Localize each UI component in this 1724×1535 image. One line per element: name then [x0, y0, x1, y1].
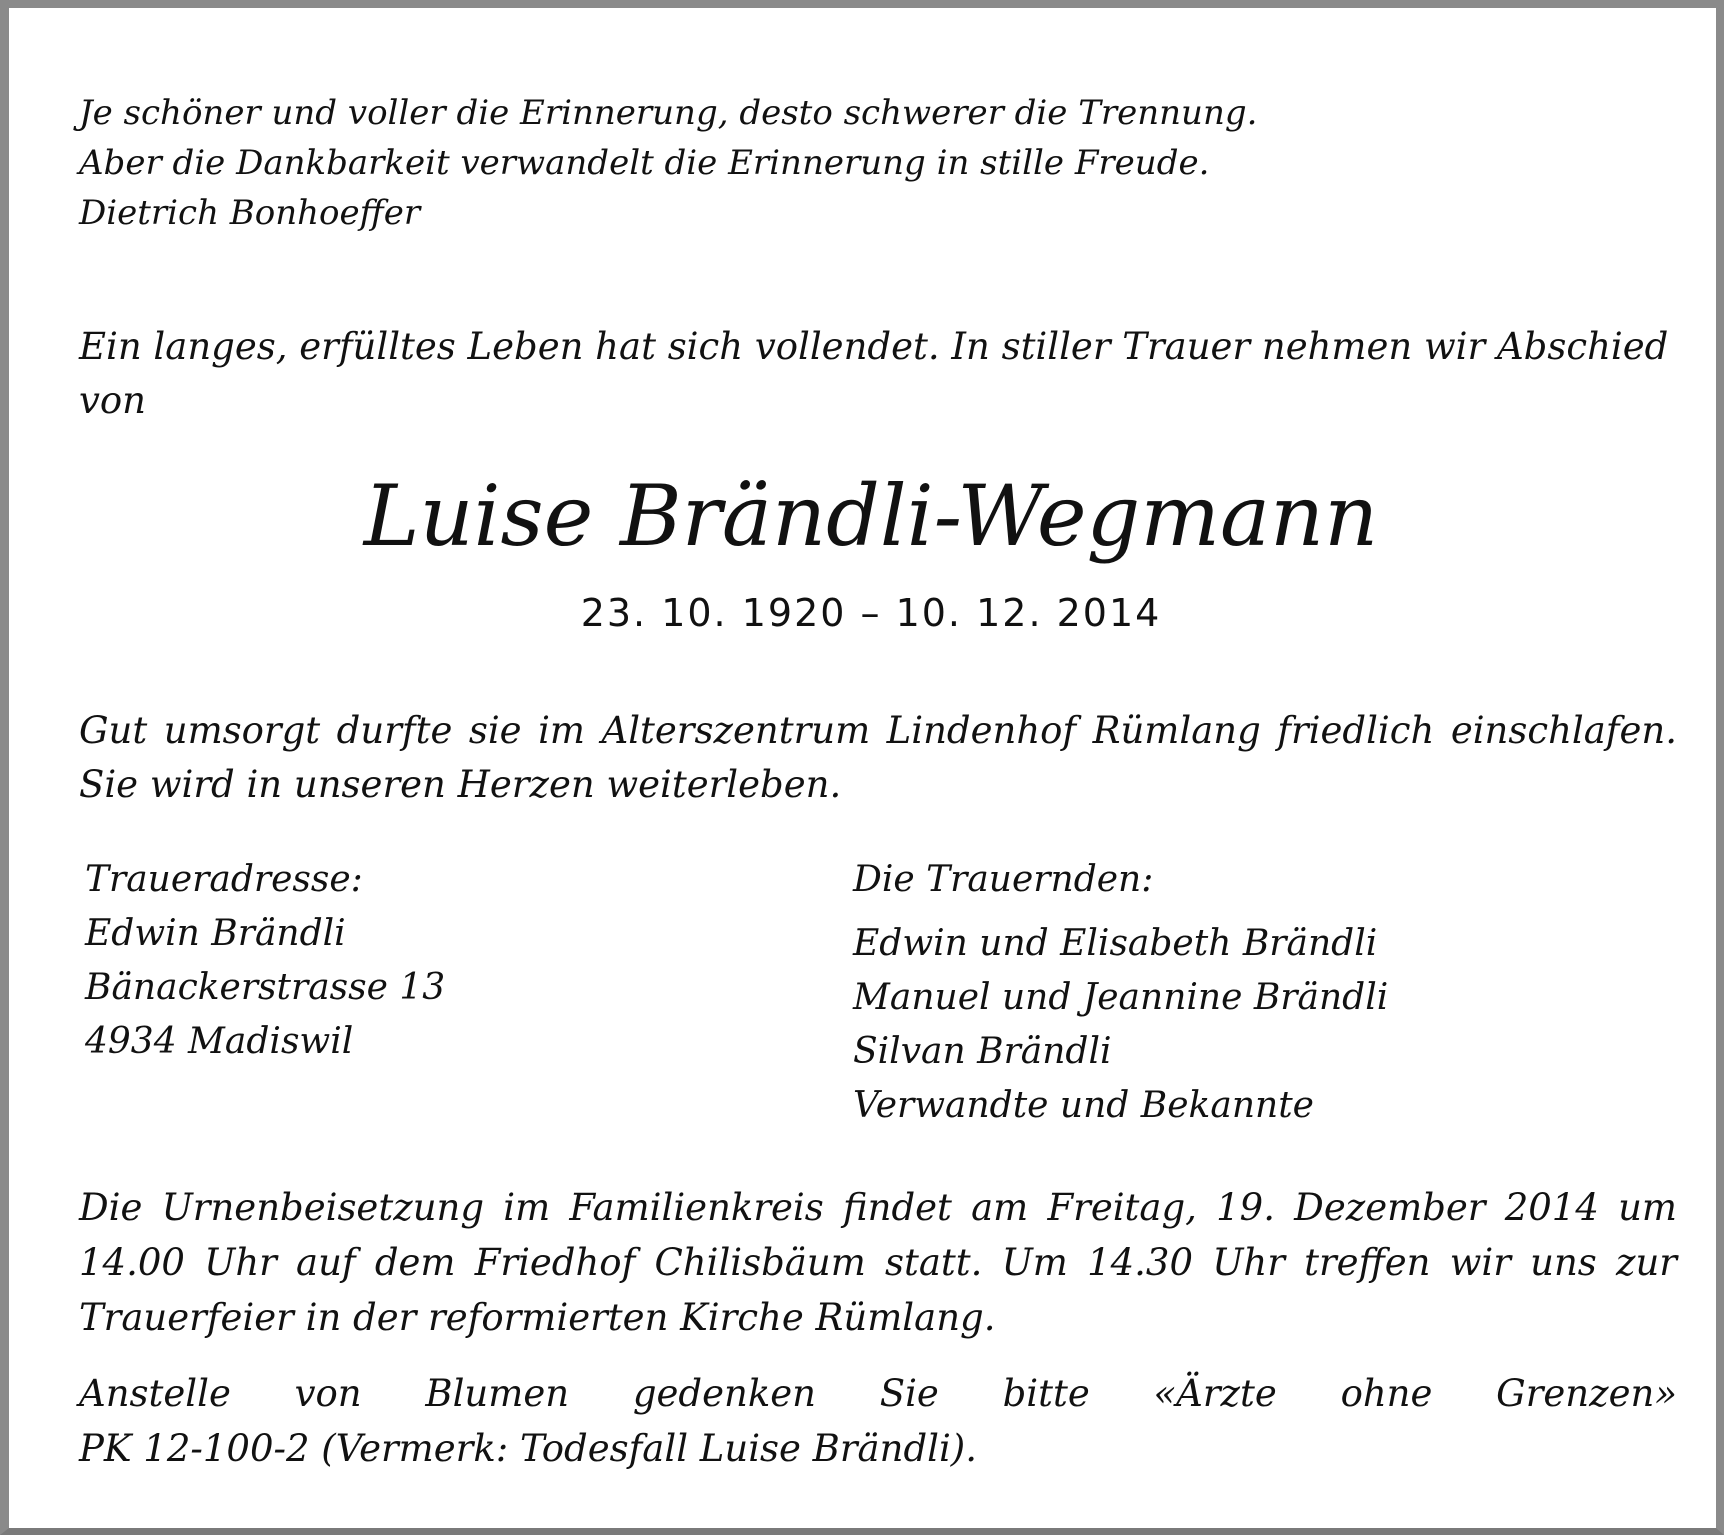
- quote-author: Dietrich Bonhoeffer: [79, 193, 421, 233]
- mourner-line: Silvan Brändli: [853, 1031, 1112, 1072]
- burial-text: Die Urnenbeisetzung im Familienkreis findet am Freitag, 19. Dezember 2014 um 14.00 Uhr auf dem Friedhof Chilisbäum statt. Um 14.30 Uhr treffen wir uns zur Trauerfeier in der reformierten Kirche Rümlang.: [79, 1186, 1677, 1339]
- intro-text: Ein langes, erfülltes Leben hat sich vollendet. In stiller Trauer nehmen wir Abschied von: [79, 325, 1669, 422]
- address-heading: Traueradresse:: [85, 859, 363, 900]
- quote-line: Aber die Dankbarkeit verwandelt die Erinnerung in stille Freude.: [79, 143, 1210, 183]
- mourners-list: [853, 853, 1673, 1133]
- life-dates: 23. 10. 1920 – 10. 12. 2014: [580, 591, 1162, 635]
- address-line: 4934 Madiswil: [85, 1021, 354, 1062]
- address-line: Bänackerstrasse 13: [85, 967, 446, 1008]
- donation-text: [79, 1366, 1677, 1476]
- bonhoeffer-quote: [79, 88, 1639, 238]
- care-text: Gut umsorgt durfte sie im Alterszentrum Lindenhof Rümlang friedlich einschlafen. Sie wird in unseren Herzen weiterleben.: [79, 709, 1677, 806]
- mourner-line: Edwin und Elisabeth Brändli: [853, 923, 1378, 964]
- donation-line: PK 12-100-2 (Vermerk: Todesfall Luise Brändli).: [79, 1427, 977, 1470]
- mourner-line: Manuel und Jeannine Brändli: [853, 977, 1389, 1018]
- mourners-heading: Die Trauernden:: [853, 859, 1154, 900]
- mourning-address: [85, 853, 785, 1069]
- mourner-line: Verwandte und Bekannte: [853, 1085, 1314, 1126]
- donation-line: Anstelle von Blumen gedenken Sie bitte «Ärzte ohne Grenzen»: [79, 1372, 1677, 1415]
- address-line: Edwin Brändli: [85, 913, 346, 954]
- quote-line: Je schöner und voller die Erinnerung, desto schwerer die Trennung.: [79, 93, 1258, 133]
- deceased-name: Luise Brändli-Wegmann: [363, 467, 1379, 565]
